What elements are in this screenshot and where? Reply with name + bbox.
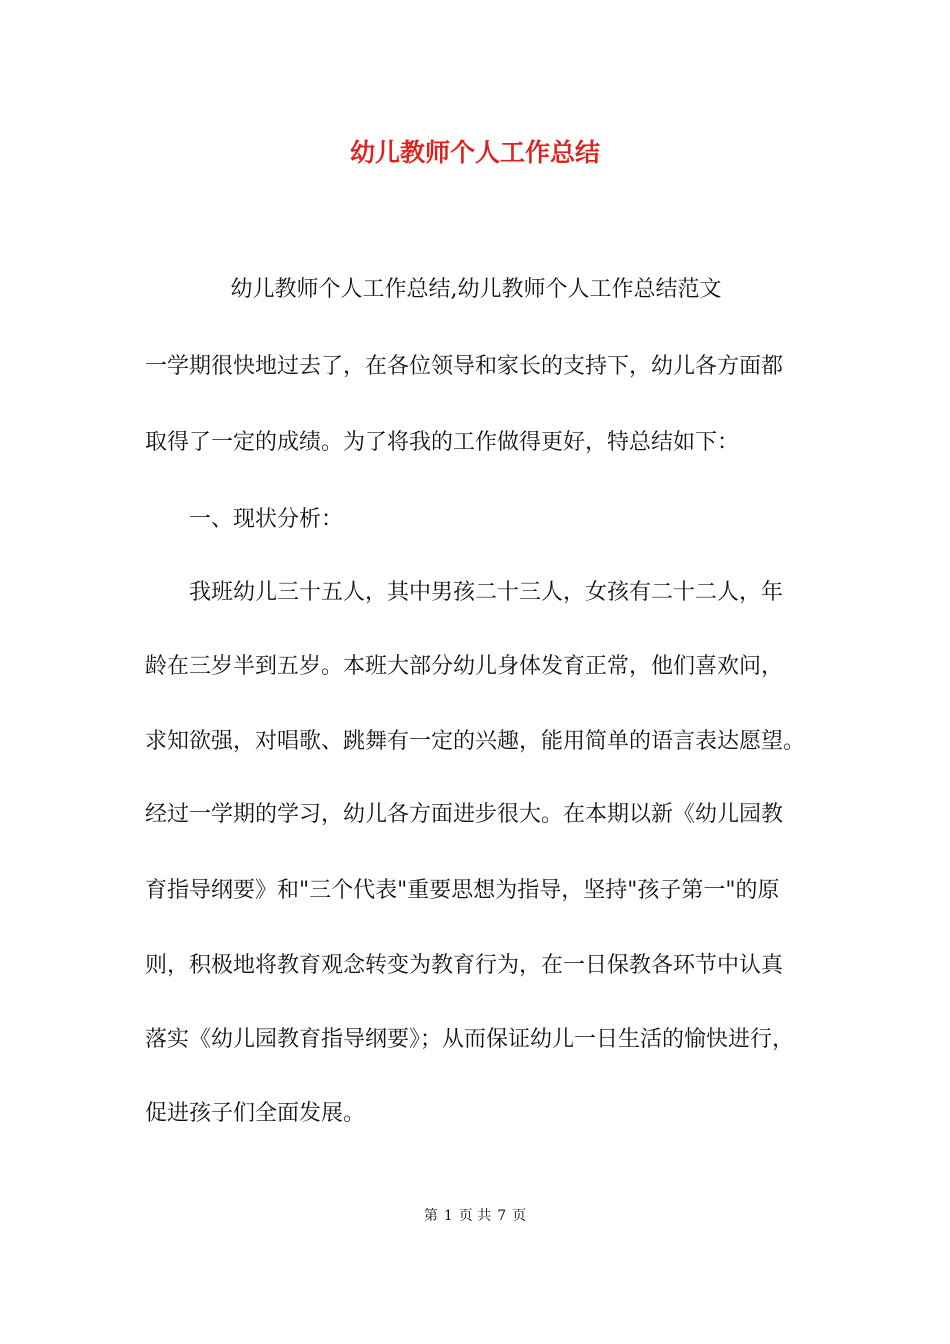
body-line: 求知欲强，对唱歌、跳舞有一定的兴趣，能用简单的语言表达愿望。 — [145, 729, 806, 754]
footer-page-prefix: 第 — [423, 1208, 438, 1224]
body-line: 经过一学期的学习，幼儿各方面进步很大。在本期以新《幼儿园教 — [145, 802, 784, 827]
footer-page-number: 1 — [443, 1208, 453, 1224]
body-line: 促进孩子们全面发展。 — [145, 1101, 366, 1126]
body-line: 龄在三岁半到五岁。本班大部分幼儿身体发育正常，他们喜欢问， — [145, 654, 784, 679]
section-heading: 一、现状分析： — [189, 507, 344, 532]
body-line: 一学期很快地过去了，在各位领导和家长的支持下，幼儿各方面都 — [145, 354, 784, 379]
body-line: 育指导纲要》和"三个代表"重要思想为指导，坚持"孩子第一"的原 — [145, 878, 780, 903]
document-title: 幼儿教师个人工作总结 — [349, 138, 600, 167]
body-line: 取得了一定的成绩。为了将我的工作做得更好，特总结如下： — [145, 430, 740, 455]
document-subtitle: 幼儿教师个人工作总结,幼儿教师个人工作总结范文 — [230, 277, 722, 302]
page-footer — [0, 1206, 950, 1226]
footer-total-pages: 7 — [497, 1208, 507, 1224]
body-line: 则，积极地将教育观念转变为教育行为，在一日保教各环节中认真 — [145, 953, 784, 978]
body-line: 落实《幼儿园教育指导纲要》；从而保证幼儿一日生活的愉快进行， — [145, 1027, 795, 1052]
footer-page-suffix: 页 — [512, 1208, 527, 1224]
body-line: 我班幼儿三十五人，其中男孩二十三人，女孩有二十二人，年 — [189, 580, 784, 605]
footer-page-mid: 页 共 — [458, 1208, 492, 1224]
